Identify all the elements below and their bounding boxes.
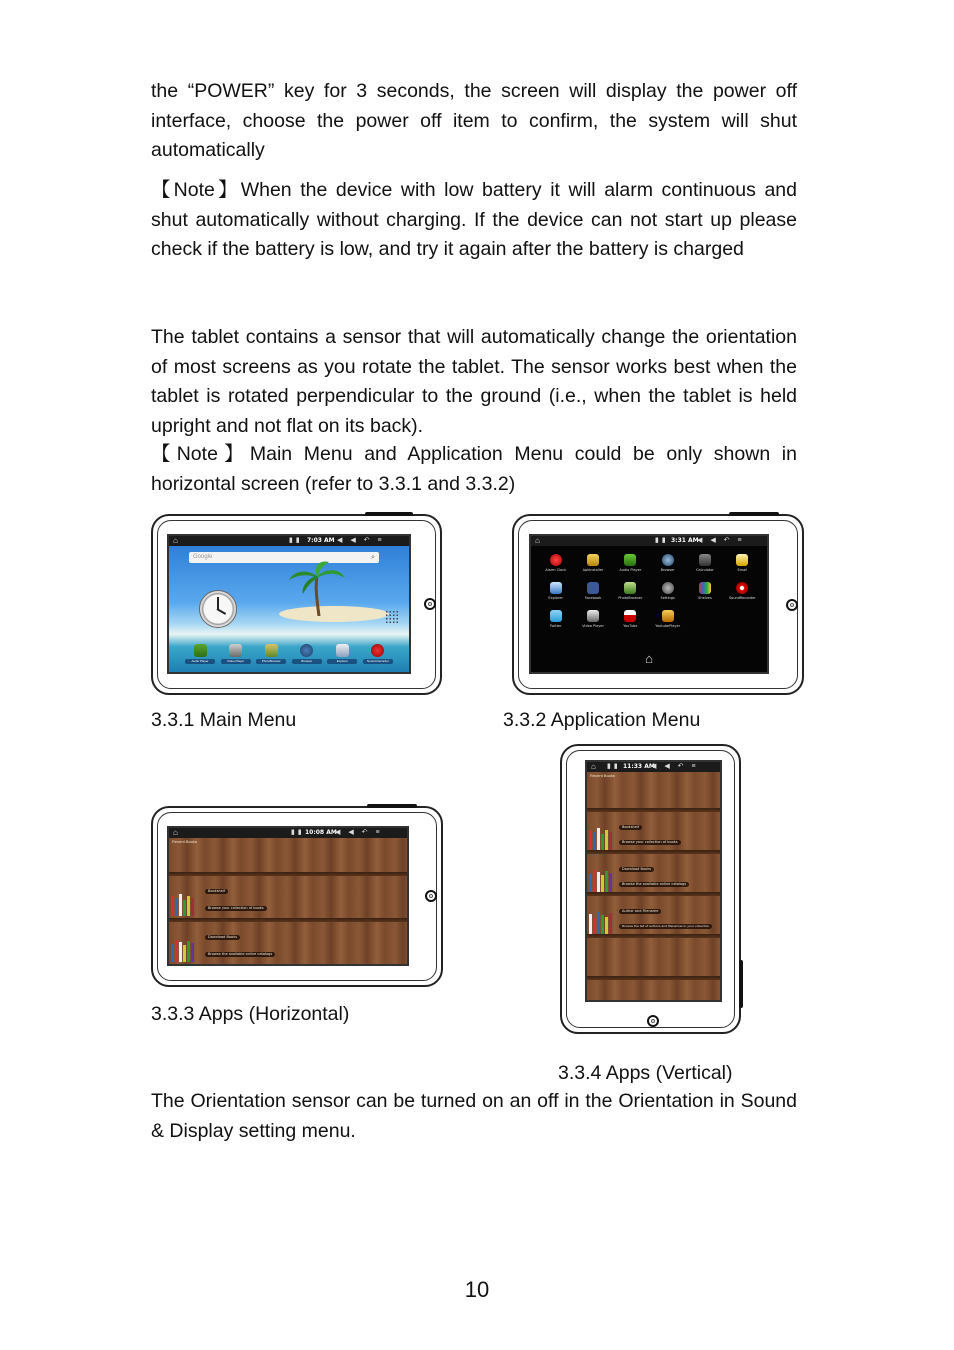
app-youtubeplayer[interactable]: YoutubePlayer: [649, 610, 686, 628]
dock-item-browser[interactable]: Browser: [292, 644, 322, 670]
apps-vertical-tablet: [560, 744, 741, 1034]
home-icon: ⌂: [535, 536, 540, 545]
status-bar: ⌂ ▮▮ 3:31 AM ◀ ◀ ↶ ≡: [531, 536, 767, 547]
home-button: [425, 890, 437, 902]
status-time: 11:33 AM: [623, 763, 655, 770]
drawer-home-icon[interactable]: ⌂: [645, 651, 653, 666]
recent-books-title: Recent Books: [172, 839, 197, 844]
orientation-setting-paragraph: The Orientation sensor can be turned on an off in the Orientation in Sound & Display setting menu.: [151, 1090, 797, 1142]
book-stack: [589, 870, 617, 892]
app-drawer-icon[interactable]: [385, 610, 399, 624]
app-soundrecorder[interactable]: SoundRecorder: [724, 582, 761, 600]
status-bar: ⌂ ▮▮ 11:33 AM ◀ ◀ ↶ ≡: [587, 762, 720, 773]
home-button: [786, 599, 798, 611]
bookshelf-button[interactable]: Bookshelf: [619, 825, 642, 830]
caption-application-menu: 3.3.2 Application Menu: [503, 709, 701, 731]
app-drawer: [531, 546, 767, 672]
palm-tree-image: [287, 560, 347, 616]
caption-apps-horizontal: 3.3.3 Apps (Horizontal): [151, 1003, 350, 1025]
home-button: [647, 1015, 659, 1027]
book-stack: [589, 828, 617, 850]
download-books-button[interactable]: Download Books: [205, 935, 240, 940]
apps-horizontal-tablet: [151, 806, 443, 987]
search-input[interactable]: Google ⌕: [189, 552, 379, 563]
status-time: 10:08 AM: [305, 829, 337, 836]
app-explorer[interactable]: Explorer: [537, 582, 574, 600]
app-twitter[interactable]: Twitter: [537, 610, 574, 628]
download-books-button[interactable]: Download Books: [619, 867, 654, 872]
app-menu-tablet: [512, 514, 804, 695]
download-books-description: Browse the available online catalogs: [619, 882, 689, 887]
main-menu-tablet: [151, 514, 442, 695]
apps-horizontal-screen: [167, 826, 409, 966]
bookshelf-background: [169, 838, 407, 964]
status-time: 3:31 AM: [671, 537, 699, 544]
book-stack: [589, 912, 617, 934]
search-icon: ⌕: [371, 554, 375, 561]
page-number: 10: [464, 1277, 490, 1302]
apps-vertical-screen: [585, 760, 722, 1002]
analog-clock-widget[interactable]: [199, 590, 237, 628]
app-audio-player[interactable]: Audio Player: [612, 554, 649, 572]
book-stack: [171, 894, 199, 916]
dock-item-audio-player[interactable]: Audio Player: [185, 644, 215, 670]
app-calculator[interactable]: Calculator: [686, 554, 723, 572]
status-bar: ⌂ ▮▮ 10:08 AM ◀ ◀ ↶ ≡: [169, 828, 407, 839]
app-photobrowser[interactable]: PhotoBrowser: [612, 582, 649, 600]
bookshelf-button[interactable]: Bookshelf: [205, 889, 228, 894]
book-stack: [171, 940, 199, 962]
status-bar: ⌂ ▮▮ 7:03 AM ◀ ◀ ↶ ≡: [169, 536, 409, 547]
caption-apps-vertical: 3.3.4 Apps (Vertical): [558, 1062, 733, 1084]
home-icon: ⌂: [591, 762, 596, 771]
power-off-paragraph: the “POWER” key for 3 seconds, the screen will display the power off interface, choose the power off item to confirm, the system will shut automatically: [151, 80, 797, 161]
app-apkinstaller[interactable]: ApkInstaller: [574, 554, 611, 572]
app-alarm-clock[interactable]: Alarm Clock: [537, 554, 574, 572]
app-grid: [537, 554, 761, 628]
wallpaper: [169, 546, 409, 672]
app-shelves[interactable]: Shelves: [686, 582, 723, 600]
bookshelf-background: [587, 772, 720, 1000]
orientation-sensor-paragraph: The tablet contains a sensor that will automatically change the orientation of most screens as you rotate the tablet. The sensor works best when the tablet is rotated perpendicular to the ground (i.e., when the tablet is held upright and not flat on its back).: [151, 326, 797, 437]
bookshelf-description: Browse your collection of books: [619, 840, 681, 845]
dock-item-photobrowser[interactable]: PhotoBrowser: [256, 644, 286, 670]
recent-books-title: Recent Books: [590, 773, 615, 778]
app-youtube[interactable]: YouTube: [612, 610, 649, 628]
home-icon: ⌂: [173, 828, 178, 837]
dock: [185, 644, 393, 670]
app-browser[interactable]: Browser: [649, 554, 686, 572]
main-menu-screen: [167, 534, 411, 674]
app-settings[interactable]: Settings: [649, 582, 686, 600]
author-and-filename-description: Browse the list of authors and filenames in your collection: [619, 924, 712, 929]
home-icon: ⌂: [173, 536, 178, 545]
status-time: 7:03 AM: [307, 537, 335, 544]
bookshelf-description: Browse your collection of books: [205, 906, 267, 911]
low-battery-note: 【Note】When the device with low battery it will alarm continuous and shut automatically without charging. If the device can not start up please check if the battery is low, and try it again after the battery is charged: [151, 179, 797, 260]
app-menu-screen: [529, 534, 769, 674]
author-and-filename-button[interactable]: Author and Filename: [619, 909, 661, 914]
dock-item-explorer[interactable]: Explorer: [327, 644, 357, 670]
caption-main-menu: 3.3.1 Main Menu: [151, 709, 297, 731]
app-video-player[interactable]: Video Player: [574, 610, 611, 628]
dock-item-sound-recorder[interactable]: Sound Recorder: [363, 644, 393, 670]
app-facebook[interactable]: Facebook: [574, 582, 611, 600]
dock-item-video-player[interactable]: Video Player: [221, 644, 251, 670]
app-email[interactable]: Email: [724, 554, 761, 572]
menu-orientation-note: 【Note】Main Menu and Application Menu could be only shown in horizontal screen (refer to 3.3.1 and 3.3.2): [151, 443, 797, 495]
download-books-description: Browse the available online catalogs: [205, 952, 275, 957]
home-button: [424, 598, 436, 610]
